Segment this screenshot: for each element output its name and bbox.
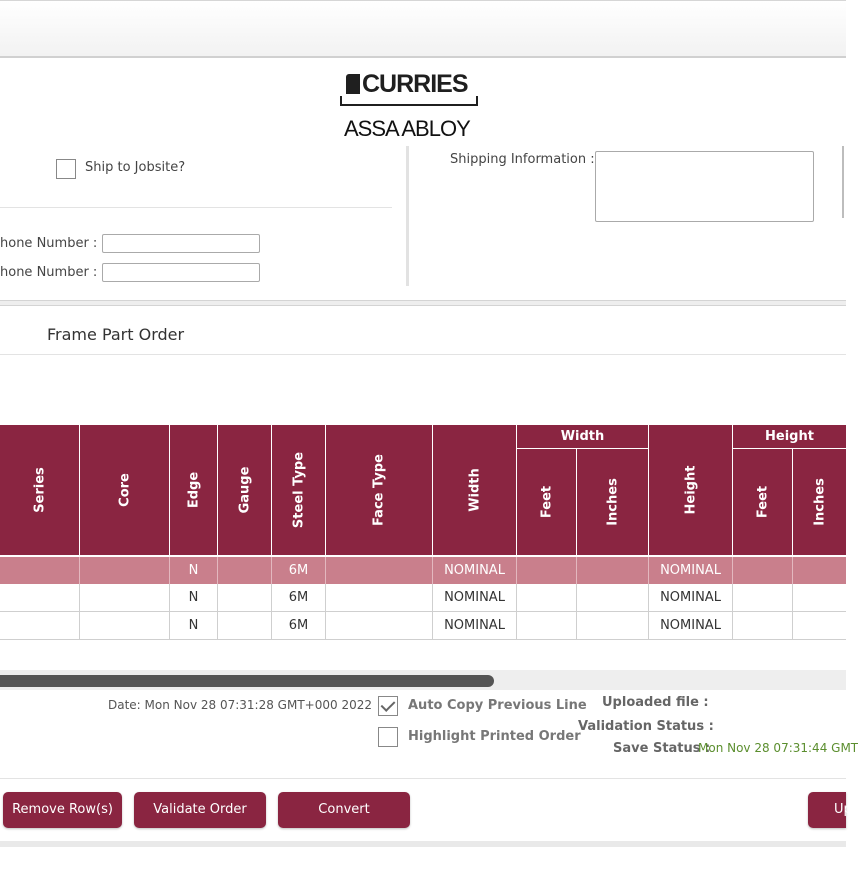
page-title: Frame Part Order <box>47 325 185 344</box>
company-logo <box>338 70 480 144</box>
shipping-information-label: Shipping Information : <box>450 152 595 167</box>
column-group-height: Height <box>733 425 846 449</box>
shipping-information-textarea[interactable] <box>595 151 814 222</box>
phone-number-input-2[interactable] <box>102 263 260 282</box>
cell-gauge[interactable] <box>218 557 272 585</box>
column-header-edge[interactable]: Edge <box>170 425 218 556</box>
column-header-height-inches[interactable]: Inches <box>793 449 846 556</box>
cell-width-feet[interactable] <box>517 612 577 640</box>
cell-edge[interactable]: N <box>170 612 218 640</box>
cell-steel-type[interactable]: 6M <box>272 612 326 640</box>
cell-height-inches[interactable] <box>793 612 846 640</box>
cell-width-inches[interactable] <box>577 584 649 612</box>
cell-width-inches[interactable] <box>577 557 649 585</box>
upload-button[interactable]: Up <box>808 792 846 828</box>
order-date: Date: Mon Nov 28 07:31:28 GMT+000 2022 <box>108 698 372 712</box>
column-header-steel-type[interactable]: Steel Type <box>272 425 326 556</box>
cell-width[interactable]: NOMINAL <box>433 612 517 640</box>
cell-height[interactable]: NOMINAL <box>649 612 733 640</box>
title-divider <box>0 354 846 355</box>
ship-to-jobsite-checkbox[interactable] <box>56 159 76 179</box>
cell-height[interactable]: NOMINAL <box>649 584 733 612</box>
auto-copy-checkbox[interactable] <box>378 696 398 716</box>
cell-face-type[interactable] <box>326 557 433 585</box>
cell-width-feet[interactable] <box>517 584 577 612</box>
frame-part-grid <box>0 425 846 640</box>
save-status-label: Save Status : <box>613 741 711 756</box>
footer-divider <box>0 778 846 779</box>
phone-number-label-1: hone Number : <box>0 236 98 251</box>
column-header-width-feet[interactable]: Feet <box>517 449 577 556</box>
cell-core[interactable] <box>80 557 170 585</box>
cell-series[interactable] <box>0 584 80 612</box>
cell-series[interactable] <box>0 557 80 585</box>
save-status-value: Mon Nov 28 07:31:44 GMT <box>698 741 858 755</box>
table-row[interactable] <box>0 584 846 612</box>
cell-face-type[interactable] <box>326 612 433 640</box>
remove-rows-button[interactable]: Remove Row(s) <box>3 792 122 828</box>
cell-gauge[interactable] <box>218 612 272 640</box>
cell-width-feet[interactable] <box>517 557 577 585</box>
cell-face-type[interactable] <box>326 584 433 612</box>
cell-width[interactable]: NOMINAL <box>433 584 517 612</box>
column-header-height[interactable]: Height <box>649 425 733 556</box>
cell-steel-type[interactable]: 6M <box>272 557 326 585</box>
cell-height-inches[interactable] <box>793 584 846 612</box>
highlight-printed-label: Highlight Printed Order <box>408 729 581 744</box>
column-header-height-feet[interactable]: Feet <box>733 449 793 556</box>
table-row[interactable] <box>0 557 846 585</box>
column-header-core[interactable]: Core <box>80 425 170 556</box>
horizontal-scrollbar-thumb[interactable] <box>0 675 494 687</box>
top-toolbar <box>0 0 846 58</box>
column-header-series[interactable]: Series <box>0 425 80 556</box>
column-header-width[interactable]: Width <box>433 425 517 556</box>
cell-core[interactable] <box>80 584 170 612</box>
uploaded-file-label: Uploaded file : <box>602 695 709 710</box>
vertical-divider <box>406 146 409 286</box>
logo-brand-top: CURRIES <box>362 70 468 98</box>
column-header-width-inches[interactable]: Inches <box>577 449 649 556</box>
convert-button[interactable]: Convert <box>278 792 410 828</box>
logo-brand-bottom: ASSA ABLOY <box>344 116 470 141</box>
cell-gauge[interactable] <box>218 584 272 612</box>
column-header-gauge[interactable]: Gauge <box>218 425 272 556</box>
cell-steel-type[interactable]: 6M <box>272 584 326 612</box>
bottom-separator <box>0 841 846 847</box>
right-divider <box>842 146 844 218</box>
cell-height-inches[interactable] <box>793 557 846 585</box>
cell-height-feet[interactable] <box>733 612 793 640</box>
cell-width[interactable]: NOMINAL <box>433 557 517 585</box>
cell-width-inches[interactable] <box>577 612 649 640</box>
validation-status-label: Validation Status : <box>578 719 714 734</box>
cell-height[interactable]: NOMINAL <box>649 557 733 585</box>
cell-edge[interactable]: N <box>170 557 218 585</box>
curries-mark-icon <box>346 74 360 94</box>
table-row[interactable] <box>0 612 846 640</box>
phone-number-input-1[interactable] <box>102 234 260 253</box>
cell-height-feet[interactable] <box>733 584 793 612</box>
cell-core[interactable] <box>80 612 170 640</box>
cell-edge[interactable]: N <box>170 584 218 612</box>
column-header-face-type[interactable]: Face Type <box>326 425 433 556</box>
cell-height-feet[interactable] <box>733 557 793 585</box>
auto-copy-label: Auto Copy Previous Line <box>408 698 587 713</box>
highlight-printed-checkbox[interactable] <box>378 727 398 747</box>
section-separator <box>0 300 846 306</box>
column-group-width: Width <box>517 425 649 449</box>
shipping-divider <box>0 207 392 208</box>
phone-number-label-2: hone Number : <box>0 265 98 280</box>
ship-to-jobsite-label: Ship to Jobsite? <box>85 160 186 175</box>
cell-series[interactable] <box>0 612 80 640</box>
validate-order-button[interactable]: Validate Order <box>134 792 266 828</box>
